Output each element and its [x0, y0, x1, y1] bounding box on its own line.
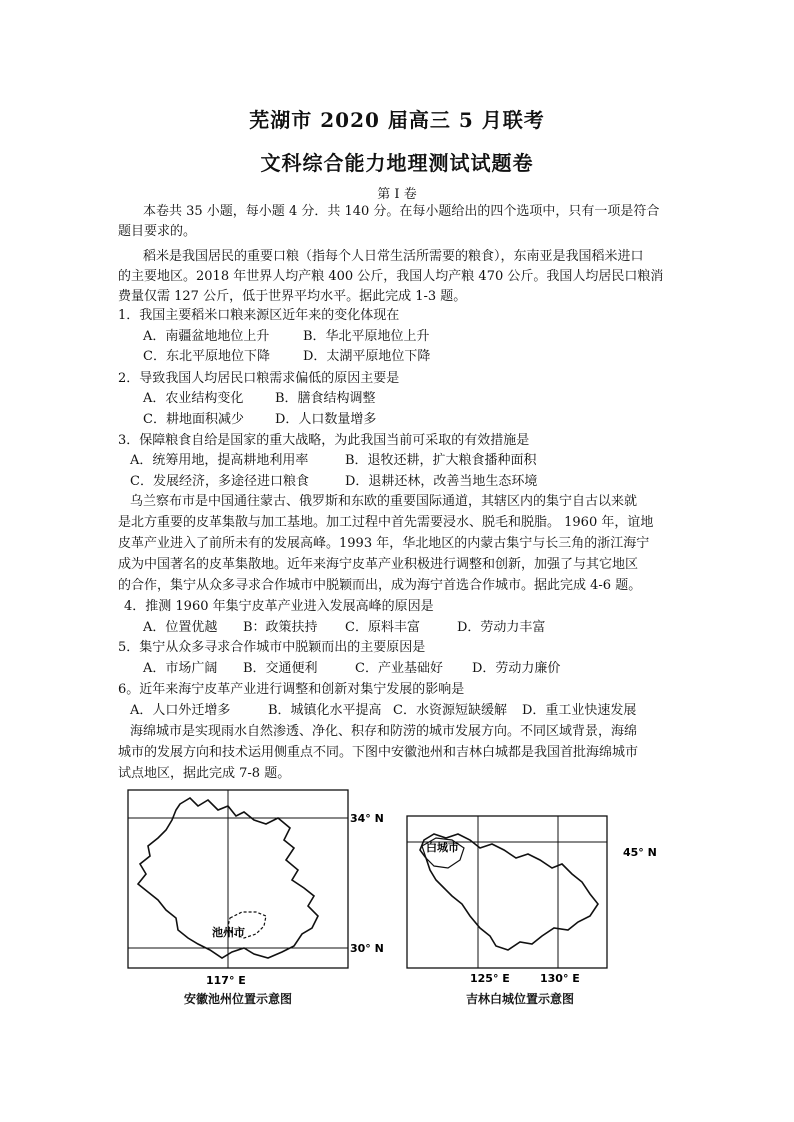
option: B．华北平原地位上升 — [303, 329, 430, 344]
option: D．太湖平原地位下降 — [303, 349, 431, 364]
map-frame — [128, 790, 348, 968]
lon-label-130: 130° E — [540, 972, 580, 985]
lon-label-117: 117° E — [206, 974, 246, 987]
option: A．统筹用地，提高耕地利用率 — [130, 453, 309, 468]
section-label: 第 I 卷 — [377, 187, 417, 202]
intro-line: 题目要求的。 — [118, 224, 197, 239]
passage-line: 的主要地区。2018 年世界人均产粮 400 公斤，我国人均产粮 470 公斤。我国人均居民口粮消 — [118, 269, 664, 284]
passage-line: 试点地区，据此完成 7-8 题。 — [118, 766, 291, 781]
exam-subtitle: 文科综合能力地理测试试题卷 — [260, 151, 534, 175]
option: C．原料丰富 — [345, 620, 420, 635]
passage-line: 是北方重要的皮革集散与加工基地。加工过程中首先需要浸水、脱毛和脱脂。 1960 年，谊地 — [118, 515, 654, 530]
lat-label-34: 34° N — [350, 812, 384, 825]
passage-line: 海绵城市是实现雨水自然渗透、净化、积存和防涝的城市发展方向。不同区域背景，海绵 — [130, 724, 638, 739]
passage-line: 费量仅需 127 公斤，低于世界平均水平。据此完成 1-3 题。 — [118, 289, 467, 304]
option: A．农业结构变化 — [143, 391, 244, 406]
option: C．耕地面积减少 — [143, 412, 244, 427]
map-frame — [407, 816, 607, 968]
question-6: 6。近年来海宁皮革产业进行调整和创新对集宁发展的影响是 — [118, 682, 465, 697]
chizhou-label: 池州市 — [212, 926, 245, 939]
intro-line: 本卷共 35 小题，每小题 4 分．共 140 分。在每小题给出的四个选项中，只有一项是符合 — [143, 204, 660, 219]
option: B．交通便利 — [243, 661, 318, 676]
option: D．重工业快速发展 — [522, 703, 637, 718]
passage-line: 的合作，集宁从众多寻求合作城市中脱颖而出，成为海宁首选合作城市。据此完成 4-6 题。 — [118, 578, 642, 593]
question-3: 3．保障粮食自给是国家的重大战略，为此我国当前可采取的有效措施是 — [118, 433, 530, 448]
question-2: 2．导致我国人均居民口粮需求偏低的原因主要是 — [118, 371, 400, 386]
map-caption-left: 安徽池州位置示意图 — [184, 992, 293, 1006]
option: B．退牧还耕，扩大粮食播种面积 — [345, 453, 537, 468]
option: A．位置优越 — [143, 620, 218, 635]
option: B．膳食结构调整 — [275, 391, 376, 406]
option: C．产业基础好 — [355, 661, 443, 676]
option: C．东北平原地位下降 — [143, 349, 270, 364]
option: C．水资源短缺缓解 — [393, 703, 507, 718]
lat-label-30: 30° N — [350, 942, 384, 955]
option: D．劳动力丰富 — [457, 620, 546, 635]
question-4: 4．推测 1960 年集宁皮革产业进入发展高峰的原因是 — [124, 599, 434, 614]
map-caption-right: 吉林白城位置示意图 — [466, 992, 575, 1006]
option: C．发展经济，多途径进口粮食 — [130, 474, 309, 489]
question-1: 1．我国主要稻米口粮来源区近年来的变化体现在 — [118, 308, 400, 323]
exam-title: 芜湖市 2020 届高三 5 月联考 — [249, 108, 545, 132]
question-5: 5．集宁从众多寻求合作城市中脱颖而出的主要原因是 — [118, 640, 426, 655]
jilin-baicheng-map — [400, 808, 680, 988]
baicheng-label: 白城市 — [426, 841, 459, 854]
passage-line: 稻米是我国居民的重要口粮（指每个人日常生活所需要的粮食），东南亚是我国稻米进口 — [143, 249, 644, 264]
passage-line: 乌兰察布市是中国通往蒙古、俄罗斯和东欧的重要国际通道，其辖区内的集宁自古以来就 — [130, 494, 638, 509]
lon-label-125: 125° E — [470, 972, 510, 985]
option: B．城镇化水平提高 — [268, 703, 382, 718]
anhui-chizhou-map — [118, 788, 418, 988]
option: B：政策扶持 — [243, 620, 318, 635]
option: D．退耕还林，改善当地生态环境 — [345, 474, 538, 489]
lat-label-45: 45° N — [623, 846, 657, 859]
option: D．劳动力廉价 — [472, 661, 561, 676]
option: A．市场广阔 — [143, 661, 218, 676]
option: D．人口数量增多 — [275, 412, 377, 427]
option: A．南疆盆地地位上升 — [143, 329, 270, 344]
passage-line: 皮革产业进入了前所未有的发展高峰。1993 年，华北地区的内蒙古集宁与长三角的浙江海宁 — [118, 536, 650, 551]
option: A．人口外迁增多 — [130, 703, 231, 718]
passage-line: 城市的发展方向和技术运用侧重点不同。下图中安徽池州和吉林白城都是我国首批海绵城市 — [118, 745, 639, 760]
passage-line: 成为中国著名的皮革集散地。近年来海宁皮革产业积极进行调整和创新，加强了与其它地区 — [118, 557, 639, 572]
